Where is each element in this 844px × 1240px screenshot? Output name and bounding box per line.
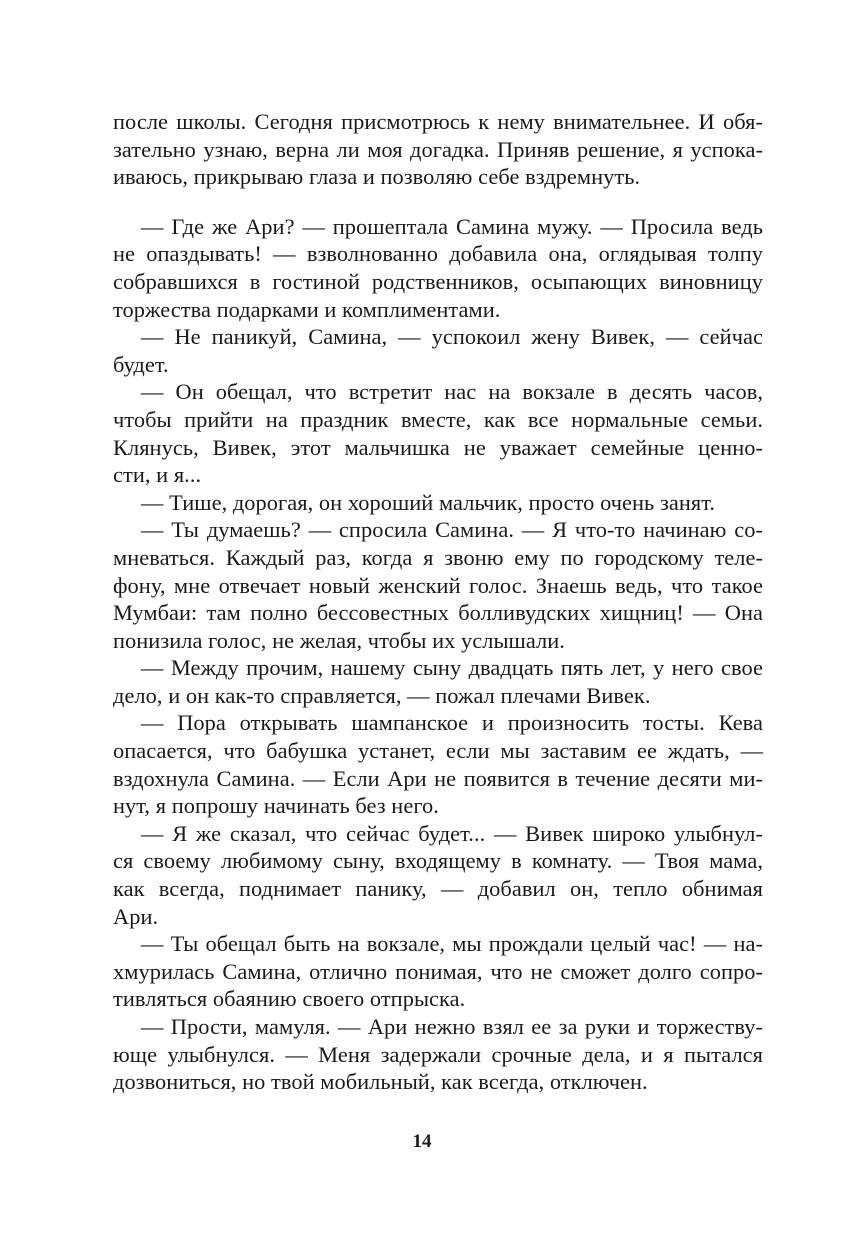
book-page-text <box>113 108 763 1096</box>
text-line: юще улыбнулся. — Меня задержали срочные дела, и я пытался <box>113 1041 763 1067</box>
text-line: — Он обещал, что встретит нас на вокзале в десять часов, <box>141 379 763 405</box>
text-line: не опаздывать! — взволнованно добавила она, оглядывая толпу <box>113 241 763 267</box>
text-line: Мумбаи: там полно бессовестных болливудских хищниц! — Она <box>113 600 763 626</box>
text-line: — Между прочим, нашему сыну двадцать пять лет, у него свое <box>141 655 763 681</box>
text-line: мневаться. Каждый раз, когда я звоню ему по городскому теле- <box>113 544 763 570</box>
text-line: чтобы прийти на праздник вместе, как все нормальные семьи. <box>113 406 763 432</box>
text-line: — Пора открывать шампанское и произносить тосты. Кева <box>141 710 763 736</box>
text-line: сти, и я... <box>113 462 202 488</box>
text-line: тивляться обаянию своего отпрыска. <box>113 986 466 1012</box>
text-line: иваюсь, прикрываю глаза и позволяю себе вздремнуть. <box>113 164 641 190</box>
text-line: хмурилась Самина, отлично понимая, что не сможет долго сопро- <box>113 958 763 984</box>
text-line: — Ты обещал быть на вокзале, мы прождали целый час! — на- <box>141 931 763 957</box>
text-line: ся своему любимому сыну, входящему в комнату. — Твоя мама, <box>113 848 763 874</box>
text-line: — Прости, мамуля. — Ари нежно взял ее за руки и торжеству- <box>141 1014 763 1039</box>
section-break <box>113 191 763 213</box>
text-line: дело, и он как-то справляется, — пожал плечами Вивек. <box>113 682 651 708</box>
text-line: понизила голос, не желая, чтобы их услышали. <box>113 627 565 653</box>
text-line: торжества подарками и комплиментами. <box>113 296 501 322</box>
text-line: собравшихся в гостиной родственников, осыпающих виновницу <box>113 268 763 294</box>
text-line: вздохнула Самина. — Если Ари не появится в течение десяти ми- <box>113 765 763 791</box>
text-line: как всегда, поднимает панику, — добавил он, тепло обнимая <box>113 876 763 902</box>
text-line: — Не паникуй, Самина, — успокоил жену Вивек, — сейчас <box>141 324 763 350</box>
text-line: Ари. <box>113 903 159 929</box>
text-line: после школы. Сегодня присмотрюсь к нему внимательнее. И обя- <box>113 109 763 134</box>
text-line: фону, мне отвечает новый женский голос. Знаешь ведь, что такое <box>113 572 763 598</box>
page-number: 14 <box>412 1131 432 1152</box>
text-line: — Я же сказал, что сейчас будет... — Вивек широко улыбнул- <box>141 820 763 846</box>
text-line: нут, я попрошу начинать без него. <box>113 793 439 819</box>
text-line: — Где же Ари? — прошептала Самина мужу. — Просила ведь <box>141 213 763 239</box>
text-line: — Ты думаешь? — спросила Самина. — Я что-то начинаю со- <box>141 517 763 543</box>
text-line: будет. <box>113 351 169 377</box>
text-line: опасается, что бабушка устанет, если мы заставим ее ждать, — <box>113 738 763 764</box>
text-line: дозвониться, но твой мобильный, как всегда, отключен. <box>113 1069 648 1095</box>
text-line: зательно узнаю, верна ли моя догадка. Приняв решение, я успока- <box>113 136 763 162</box>
text-line: — Тише, дорогая, он хороший мальчик, просто очень занят. <box>141 489 716 515</box>
text-line: Клянусь, Вивек, этот мальчишка не уважает семейные ценно- <box>113 434 763 460</box>
